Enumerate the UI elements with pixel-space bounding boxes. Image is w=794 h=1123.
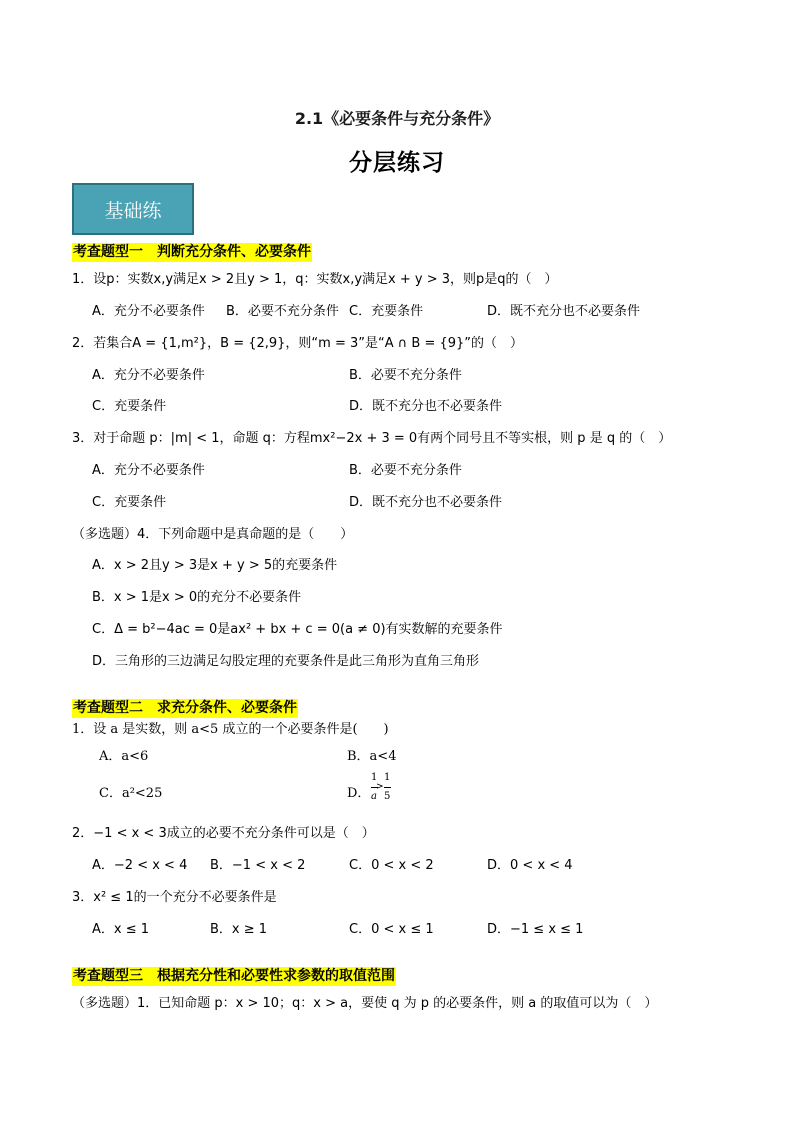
- greater-than-sign: >: [376, 782, 384, 792]
- option-c: C．Δ = b²−4ac = 0是ax² + bx + c = 0(a ≠ 0)有实数解的充要条件: [92, 622, 503, 637]
- option-a: A．x ≤ 1: [92, 922, 150, 937]
- option-a: A．−2 < x < 4: [92, 858, 188, 873]
- question-stem: 2．若集合A = {1,m²}，B = {2,9}，则“m = 3”是“A ∩ B = {9}”的（ ）: [72, 336, 524, 351]
- fraction-denominator: 5: [384, 791, 391, 802]
- question-stem: 3．x² ≤ 1的一个充分不必要条件是: [72, 890, 277, 905]
- option-c: C．充要条件: [349, 304, 424, 319]
- fraction-denominator: a: [371, 791, 377, 802]
- option-d: D．既不充分也不必要条件: [487, 304, 641, 319]
- section-title-1: 考查题型一 判断充分条件、必要条件: [73, 244, 311, 260]
- question-stem: 1．设 a 是实数，则 a<5 成立的一个必要条件是( ): [72, 722, 389, 737]
- option-d: D．−1 ≤ x ≤ 1: [487, 922, 584, 937]
- option-c: C．0 < x ≤ 1: [349, 922, 434, 937]
- option-b: B．必要不充分条件: [349, 463, 462, 478]
- option-b: B．必要不充分条件: [349, 368, 462, 383]
- option-a: A．充分不必要条件: [92, 463, 205, 478]
- option-b: B．a<4: [347, 749, 397, 764]
- option-a: A．充分不必要条件: [92, 304, 205, 319]
- section-title-3: 考查题型三 根据充分性和必要性求参数的取值范围: [73, 968, 395, 984]
- option-a: A．a<6: [99, 749, 149, 764]
- fraction-bar: [384, 787, 391, 788]
- option-b: B．必要不充分条件: [226, 304, 339, 319]
- page-subtitle: 分层练习: [349, 150, 445, 176]
- fraction-bar: [371, 787, 378, 788]
- option-a: A．充分不必要条件: [92, 368, 205, 383]
- question-stem: 1．设p：实数x,y满足x > 2且y > 1，q：实数x,y满足x + y > 3，则p是q的（ ）: [72, 272, 558, 287]
- option-c: C．a²<25: [99, 786, 163, 801]
- question-stem: （多选题）1．已知命题 p：x > 10；q：x > a，要使 q 为 p 的必要条件，则 a 的取值可以为（ ）: [72, 996, 658, 1011]
- option-c: C．0 < x < 2: [349, 858, 434, 873]
- option-d-fraction: [371, 772, 393, 806]
- option-d: D．既不充分也不必要条件: [349, 495, 503, 510]
- option-c: C．充要条件: [92, 495, 167, 510]
- option-b: B．x ≥ 1: [210, 922, 268, 937]
- section-title-2: 考查题型二 求充分条件、必要条件: [73, 700, 297, 716]
- question-stem: （多选题）4．下列命题中是真命题的是（ ）: [72, 527, 354, 542]
- option-c: C．充要条件: [92, 399, 167, 414]
- level-badge: [72, 183, 194, 235]
- page-title: 2.1《必要条件与充分条件》: [294, 109, 500, 128]
- option-d: D．既不充分也不必要条件: [349, 399, 503, 414]
- fraction-numerator: 1: [384, 772, 391, 783]
- level-badge-label: 基础练: [104, 199, 162, 222]
- option-b: B．−1 < x < 2: [210, 858, 306, 873]
- option-a: A．x > 2且y > 3是x + y > 5的充要条件: [92, 558, 338, 573]
- option-d: D．三角形的三边满足勾股定理的充要条件是此三角形为直角三角形: [92, 654, 480, 669]
- option-d: D．0 < x < 4: [487, 858, 573, 873]
- option-d: D．: [347, 786, 371, 801]
- question-stem: 2．−1 < x < 3成立的必要不充分条件可以是（ ）: [72, 826, 375, 841]
- fraction-numerator: 1: [371, 772, 378, 783]
- question-stem: 3．对于命题 p：|m| < 1，命题 q：方程mx²−2x + 3 = 0有两个同号且不等实根，则 p 是 q 的（ ）: [72, 431, 672, 446]
- option-b: B．x > 1是x > 0的充分不必要条件: [92, 590, 302, 605]
